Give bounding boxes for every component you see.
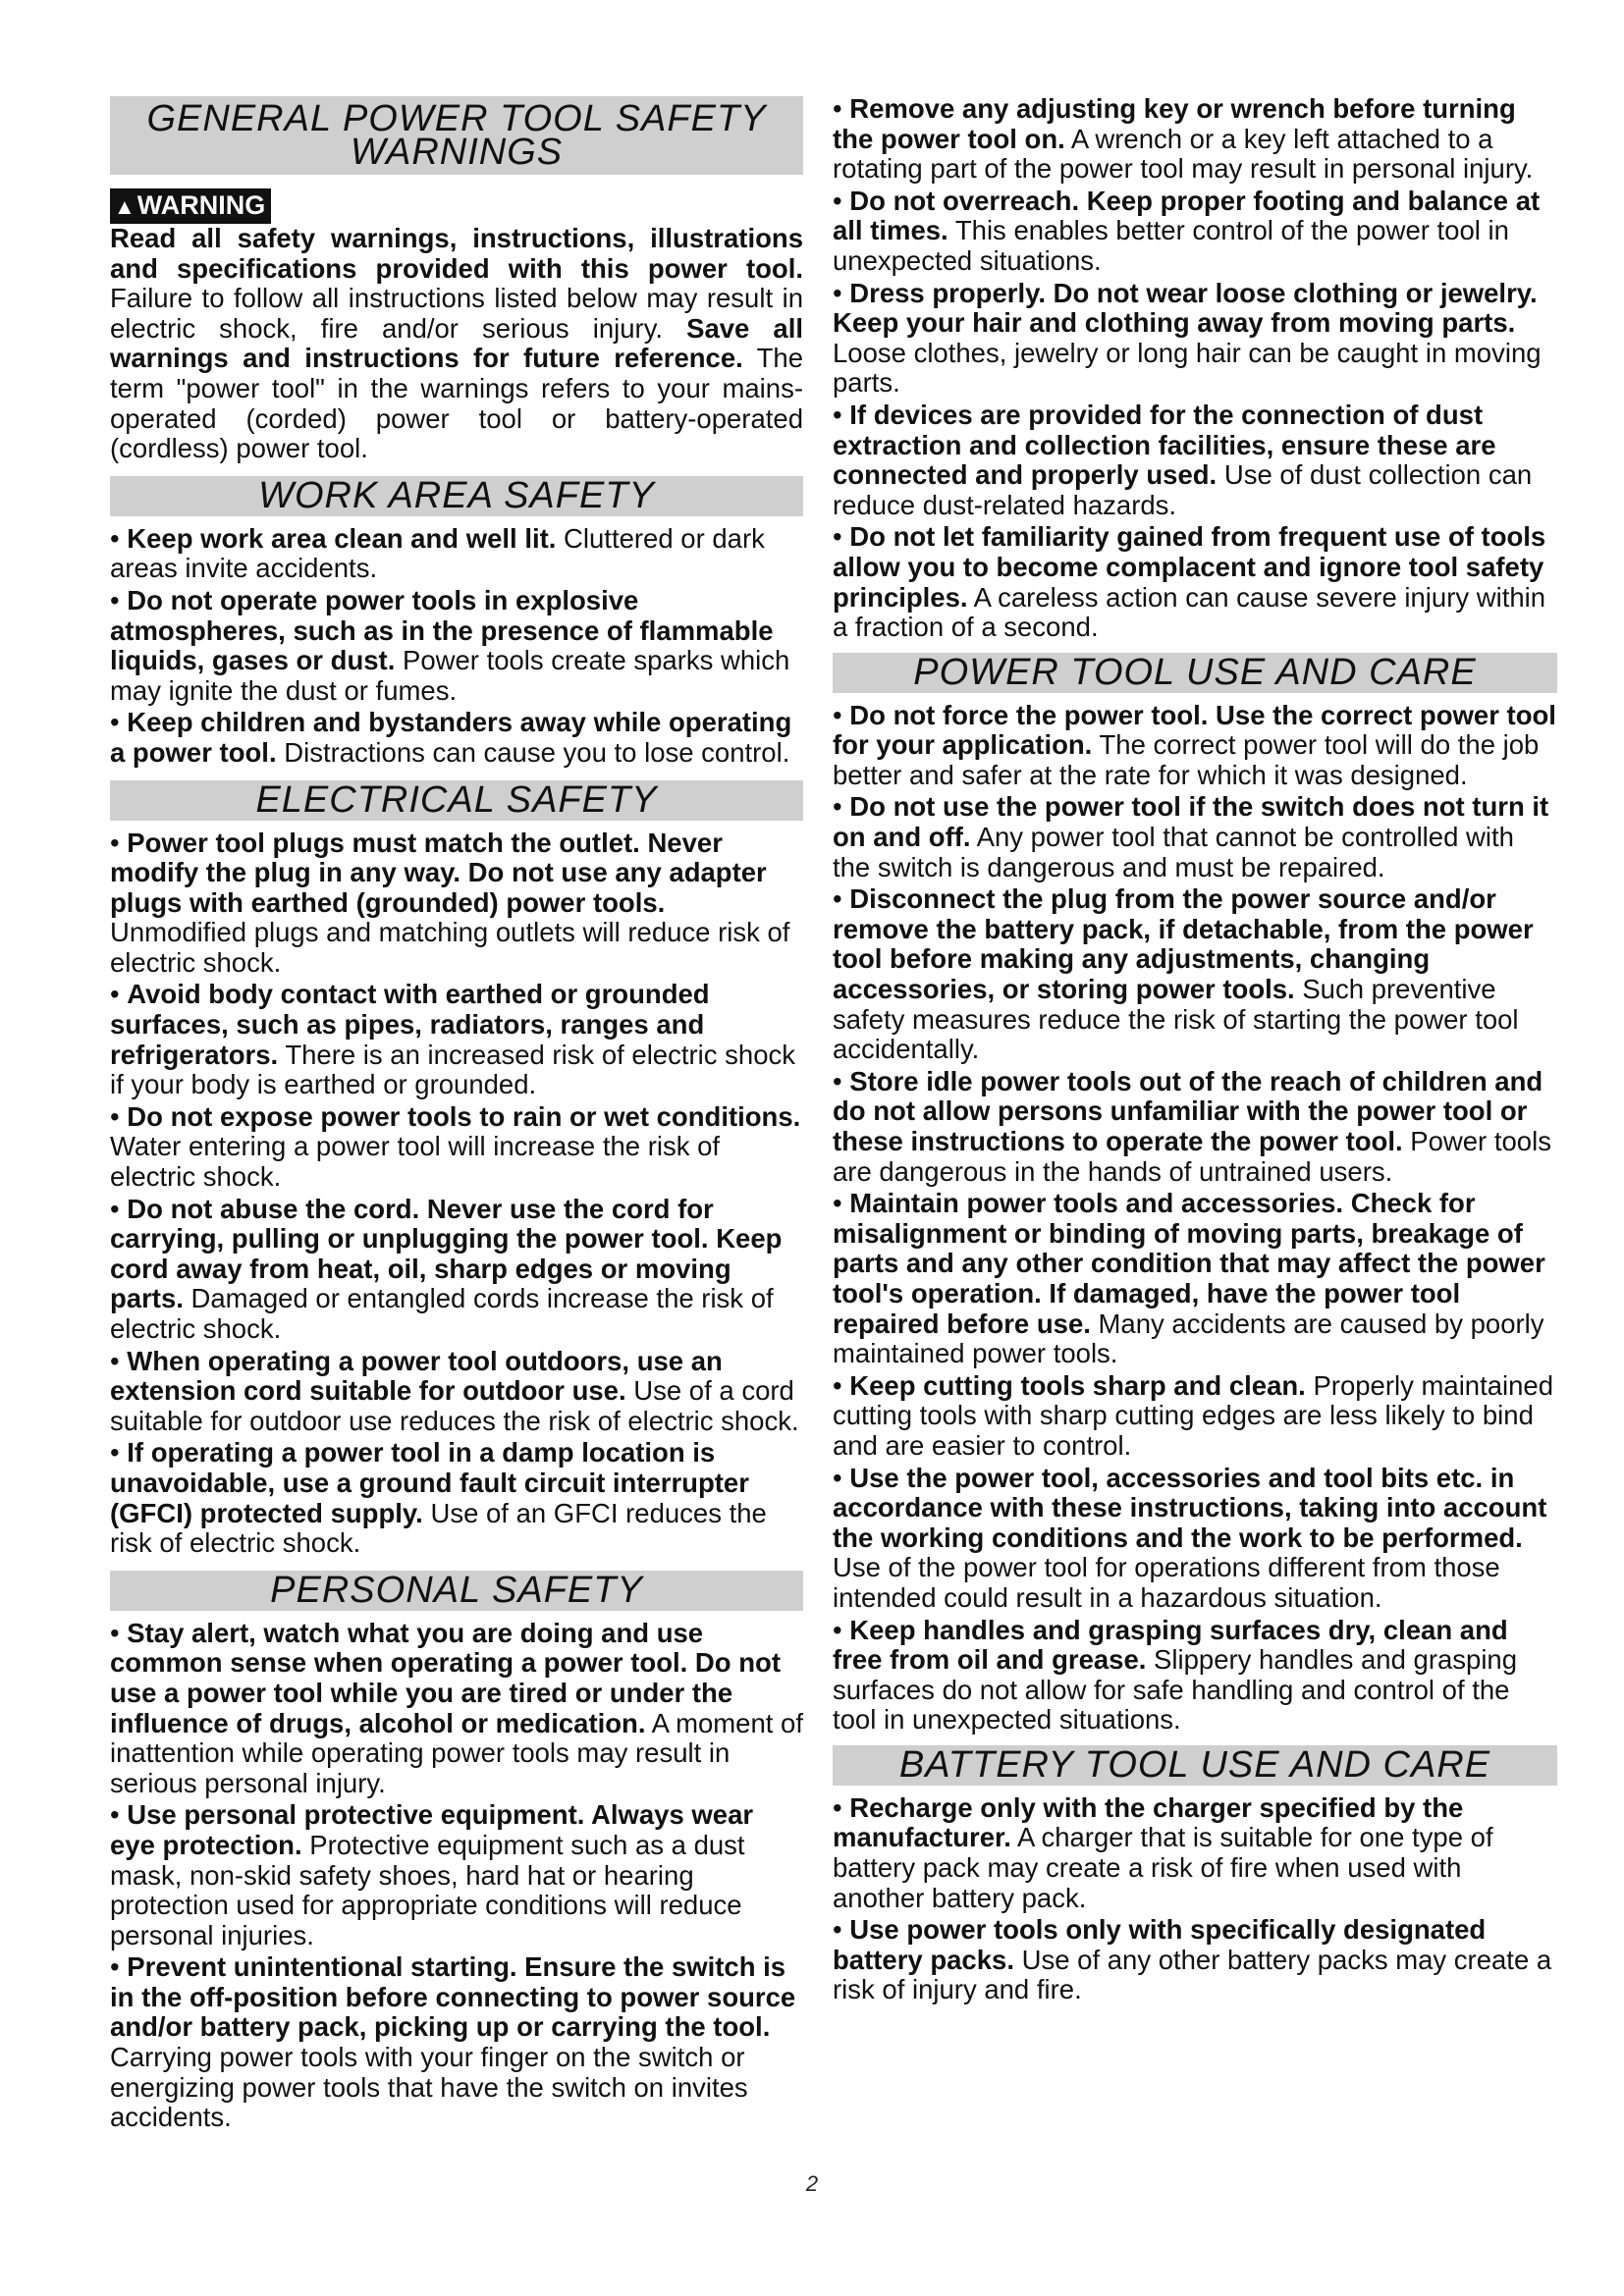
section-header-electrical: ELECTRICAL SAFETY [110,780,803,821]
list-item: • Dress properly. Do not wear loose clothing or jewelry. Keep your hair and clothing away from moving parts. Loose clothes, jewelry or long hair can be caught in moving parts. [833,277,1542,399]
warning-triangle-icon: ▲ [114,194,135,219]
intro-bold-2: Save all warnings and instructions for future reference. [110,312,803,374]
intro-text-2: The term "power tool" in the warnings refers to your mains-operated (corded) power tool or battery-operated (cordless) power tool. [110,343,804,464]
list-item: • Do not let familiarity gained from frequent use of tools allow you to become complacent and ignore tool safety principles. A careless action can cause severe injury within a fraction of a second. [833,521,1546,643]
warning-intro [110,183,803,224]
section-header-personal: PERSONAL SAFETY [110,1571,803,1611]
list-item: • Recharge only with the charger specified by the manufacturer. A charger that is suitable for one type of battery pack may create a risk of fire when used with another battery pack. [833,1791,1493,1913]
list-item: • Do not expose power tools to rain or wet conditions. Water entering a power tool will increase the risk of electric shock. [110,1100,801,1193]
list-item: • Remove any adjusting key or wrench before turning the power tool on. A wrench or a key left attached to a rotating part of the power tool may result in personal injury. [833,93,1534,185]
warning-badge-label: WARNING [136,190,266,220]
list-item: • Do not abuse the cord. Never use the cord for carrying, pulling or unplugging the power tool. Keep cord away from heat, oil, sharp edges or moving parts. Damaged or entangled cords increase the risk of electric shock. [110,1193,783,1344]
list-item: • Avoid body contact with earthed or grounded surfaces, such as pipes, radiators, ranges and refrigerators. There is an increased risk of electric shock if your body is earthed or grounded. [110,979,795,1100]
intro-bold-1: Read all safety warnings, instructions, illustrations and specifications provided with this power tool. [110,223,803,284]
section-header-general: GENERAL POWER TOOL SAFETY WARNINGS [110,96,803,175]
intro-paragraph [110,224,803,464]
list-item: • When operating a power tool outdoors, use an extension cord suitable for outdoor use. Use of a cord suitable for outdoor use reduces the risk of electric shock. [110,1345,799,1436]
list-item: • Maintain power tools and accessories. Check for misalignment or binding of moving parts, breakage of parts and any other condition that may affect the power tool's operation. If damaged, have the power tool repaired before use. Many accidents are caused by poorly maintained power tools. [833,1188,1545,1369]
list-item: • Use personal protective equipment. Always wear eye protection. Protective equipment such as a dust mask, non-skid safety shoes, hard hat or hearing protection used for appropriate conditions will reduce personal injuries. [110,1799,754,1950]
section-header-work-area: WORK AREA SAFETY [110,476,803,516]
list-item: • Use power tools only with specifically designated battery packs. Use of any other battery packs may create a risk of injury and fire. [833,1914,1552,2005]
list-item: • Disconnect the plug from the power source and/or remove the battery pack, if detachable, from the power tool before making any adjustments, changing accessories, or storing power tools. Such preventive safety measures reduce the risk of starting the power tool accidentally. [833,883,1534,1065]
list-item: • If operating a power tool in a damp location is unavoidable, use a ground fault circuit interrupter (GFCI) protected supply. Use of an GFCI reduces the risk of electric shock. [110,1437,767,1559]
list-item: • Do not use the power tool if the switch does not turn it on and off. Any power tool that cannot be controlled with the switch is dangerous and must be repaired. [833,791,1549,882]
right-column [833,94,1557,2007]
list-item: • If devices are provided for the connection of dust extraction and collection facilities, ensure these are connected and properly used. Use of dust collection can reduce dust-related hazards. [833,399,1533,520]
list-item: • Power tool plugs must match the outlet. Never modify the plug in any way. Do not use any adapter plugs with earthed (grounded) power tools. Unmodified plugs and matching outlets will reduce risk of electric shock. [110,827,790,978]
list-item: • Use the power tool, accessories and tool bits etc. in accordance with these instructions, taking into account the working conditions and the work to be performed. Use of the power tool for operations different from those intended could result in a hazardous situation. [833,1462,1547,1613]
list-item: • Store idle power tools out of the reach of children and do not allow persons unfamiliar with the power tool or these instructions to operate the power tool. Power tools are dangerous in the hands of untrained users. [833,1065,1551,1187]
page-number: 2 [805,2171,819,2196]
list-item: • Stay alert, watch what you are doing and use common sense when operating a power tool. Do not use a power tool while you are tired or under the influence of drugs, alcohol or medication. A moment of inattention while operating power tools may result in serious personal injury. [110,1617,803,1798]
section-header-power-tool-use: POWER TOOL USE AND CARE [833,653,1557,693]
list-item: • Keep children and bystanders away while operating a power tool. Distractions can cause you to lose control. [110,707,792,768]
list-item: • Keep work area clean and well lit. Cluttered or dark areas invite accidents. [110,522,765,584]
list-item: • Do not overreach. Keep proper footing and balance at all times. This enables better control of the power tool in unexpected situations. [833,185,1541,276]
list-item: • Keep cutting tools sharp and clean. Properly maintained cutting tools with sharp cutting edges are less likely to bind and are easier to control. [833,1369,1554,1461]
list-item: • Do not force the power tool. Use the correct power tool for your application. The correct power tool will do the job better and safer at the rate for which it was designed. [833,699,1556,790]
list-item: • Prevent unintentional starting. Ensure the switch is in the off-position before connecting to power source and/or battery pack, picking up or carrying the tool. Carrying power tools with your finger on the switch or energizing power tools that have the switch on invites accidents. [110,1951,796,2133]
list-item: • Do not operate power tools in explosive atmospheres, such as in the presence of flammable liquids, gases or dust. Power tools create sparks which may ignite the dust or fumes. [110,584,790,706]
warning-badge [110,188,271,224]
intro-text-1: Failure to follow all instructions listed below may result in electric shock, fire and/or serious injury. [110,283,803,344]
section-header-battery: BATTERY TOOL USE AND CARE [833,1745,1557,1786]
left-column [110,94,803,2135]
list-item: • Keep handles and grasping surfaces dry, clean and free from oil and grease. Slippery handles and grasping surfaces do not allow for safe handling and control of the tool in unexpected situations. [833,1614,1518,1735]
